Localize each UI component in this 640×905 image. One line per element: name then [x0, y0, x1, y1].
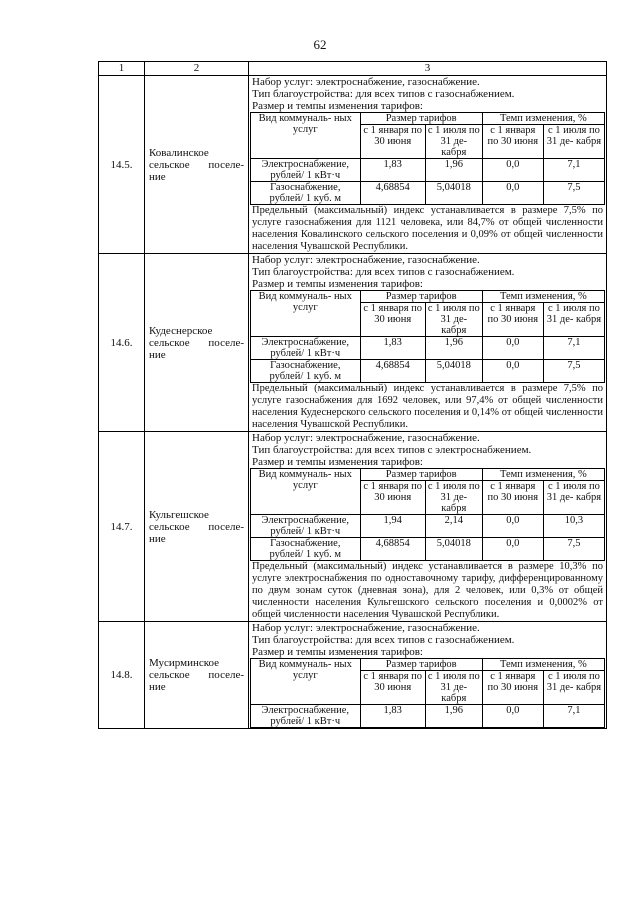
column-header-3: 3 — [249, 62, 607, 76]
rate-jul-value: 7,5 — [543, 538, 604, 561]
column-header-2: 2 — [145, 62, 249, 76]
rate-jul-value: 7,5 — [543, 182, 604, 205]
tariff-jul-value: 1,96 — [425, 159, 482, 182]
tariff-table — [98, 61, 607, 729]
settlement-row — [99, 432, 607, 622]
subtable-header-row — [251, 469, 605, 481]
settlement-content — [249, 432, 607, 622]
tariff-size-line: Размер и темпы изменения тарифов: — [252, 646, 423, 658]
max-index-note: Предельный (максимальный) индекс устанавливается в размере 7,5% по услуге газоснабжения для 1692 человек, или 97,4% от общей численности населения Кудеснерского сельского поселения и 0,14% от общей численности населения Чувашской Республики. — [252, 383, 603, 430]
period-jan-header: с 1 января по 30 июня — [360, 671, 425, 705]
subtable-header-row — [251, 659, 605, 671]
tariff-jul-value: 1,96 — [425, 705, 482, 728]
period-jul-header: с 1 июля по 31 де- кабря — [543, 671, 604, 705]
settlement-content — [249, 622, 607, 729]
service-name: Электроснабжение, рублей/ 1 кВт·ч — [251, 705, 361, 728]
service-name: Газоснабжение, рублей/ 1 куб. м — [251, 182, 361, 205]
period-jul-header: с 1 июля по 31 де- кабря — [543, 303, 604, 337]
tariff-size-header: Размер тарифов — [360, 469, 482, 481]
tariff-subtable — [250, 290, 605, 383]
improvement-type-line: Тип благоустройства: для всех типов с электроснабжением. — [252, 444, 532, 456]
period-jan-header: с 1 января по 30 июня — [482, 125, 543, 159]
tariff-jan-value: 1,94 — [360, 515, 425, 538]
tariff-size-line: Размер и темпы изменения тарифов: — [252, 456, 423, 468]
services-line: Набор услуг: электроснабжение, газоснабжение. — [252, 254, 480, 266]
tariff-jan-value: 4,68854 — [360, 360, 425, 383]
service-type-header: Вид коммуналь- ных услуг — [251, 469, 361, 515]
tariff-subtable — [250, 468, 605, 561]
page-number: 62 — [313, 37, 327, 52]
service-name: Газоснабжение, рублей/ 1 куб. м — [251, 538, 361, 561]
service-row — [251, 705, 605, 728]
rate-jan-value: 0,0 — [482, 159, 543, 182]
service-name: Электроснабжение, рублей/ 1 кВт·ч — [251, 515, 361, 538]
settlement-row — [99, 622, 607, 729]
rate-jul-value: 7,1 — [543, 705, 604, 728]
tariff-jul-value: 5,04018 — [425, 538, 482, 561]
max-index-note: Предельный (максимальный) индекс устанавливается в размере 7,5% по услуге газоснабжения для 1121 человека, или 84,7% от общей численности населения Ковалинского сельского поселения и 0,09% от общей численности населения Чувашской Республики. — [252, 205, 603, 252]
settlement-content — [249, 254, 607, 432]
tariff-jul-value: 2,14 — [425, 515, 482, 538]
service-row — [251, 182, 605, 205]
rate-jan-value: 0,0 — [482, 538, 543, 561]
service-row — [251, 337, 605, 360]
service-row — [251, 515, 605, 538]
settlement-content — [249, 76, 607, 254]
change-rate-header: Темп изменения, % — [482, 659, 604, 671]
service-row — [251, 159, 605, 182]
services-line: Набор услуг: электроснабжение, газоснабжение. — [252, 76, 480, 88]
column-header-row — [99, 62, 607, 76]
rate-jan-value: 0,0 — [482, 360, 543, 383]
tariff-jan-value: 4,68854 — [360, 538, 425, 561]
period-jan-header: с 1 января по 30 июня — [360, 303, 425, 337]
tariff-jul-value: 1,96 — [425, 337, 482, 360]
rate-jul-value: 7,1 — [543, 159, 604, 182]
rate-jul-value: 7,5 — [543, 360, 604, 383]
service-type-header: Вид коммуналь- ных услуг — [251, 113, 361, 159]
period-jan-header: с 1 января по 30 июня — [360, 125, 425, 159]
rate-jul-value: 7,1 — [543, 337, 604, 360]
tariff-jul-value: 5,04018 — [425, 360, 482, 383]
settlement-name: Кудеснерское сельское поселе- ние — [145, 254, 249, 432]
service-name: Газоснабжение, рублей/ 1 куб. м — [251, 360, 361, 383]
tariff-size-header: Размер тарифов — [360, 113, 482, 125]
period-jan-header: с 1 января по 30 июня — [482, 481, 543, 515]
improvement-type-line: Тип благоустройства: для всех типов с газоснабжением. — [252, 266, 515, 278]
change-rate-header: Темп изменения, % — [482, 113, 604, 125]
tariff-jan-value: 4,68854 — [360, 182, 425, 205]
period-jan-header: с 1 января по 30 июня — [482, 671, 543, 705]
tariff-subtable — [250, 658, 605, 728]
row-number: 14.5. — [99, 76, 145, 254]
tariff-size-line: Размер и темпы изменения тарифов: — [252, 278, 423, 290]
service-name: Электроснабжение, рублей/ 1 кВт·ч — [251, 337, 361, 360]
settlement-row — [99, 76, 607, 254]
rate-jul-value: 10,3 — [543, 515, 604, 538]
column-header-1: 1 — [99, 62, 145, 76]
period-jul-header: с 1 июля по 31 де- кабря — [425, 125, 482, 159]
rate-jan-value: 0,0 — [482, 182, 543, 205]
period-jul-header: с 1 июля по 31 де- кабря — [425, 303, 482, 337]
period-jan-header: с 1 января по 30 июня — [482, 303, 543, 337]
settlement-row — [99, 254, 607, 432]
row-number: 14.8. — [99, 622, 145, 729]
tariff-jan-value: 1,83 — [360, 337, 425, 360]
tariff-size-header: Размер тарифов — [360, 291, 482, 303]
subtable-header-row — [251, 113, 605, 125]
rate-jan-value: 0,0 — [482, 515, 543, 538]
settlement-name: Мусирминское сельское поселе- ние — [145, 622, 249, 729]
row-number: 14.6. — [99, 254, 145, 432]
tariff-size-header: Размер тарифов — [360, 659, 482, 671]
tariff-jul-value: 5,04018 — [425, 182, 482, 205]
rate-jan-value: 0,0 — [482, 337, 543, 360]
tariff-jan-value: 1,83 — [360, 159, 425, 182]
services-line: Набор услуг: электроснабжение, газоснабжение. — [252, 432, 480, 444]
period-jan-header: с 1 января по 30 июня — [360, 481, 425, 515]
service-row — [251, 360, 605, 383]
period-jul-header: с 1 июля по 31 де- кабря — [543, 481, 604, 515]
rate-jan-value: 0,0 — [482, 705, 543, 728]
row-number: 14.7. — [99, 432, 145, 622]
max-index-note: Предельный (максимальный) индекс устанавливается в размере 10,3% по услуге электроснабжения по одноставочному тарифу, дифференцированному по двум зонам суток (дневная зона), для 2 человек, или 0,3% от общей численности населения Кульгешского сельского поселения и 0,0002% от общей численности населения Чувашской Республики. — [252, 561, 603, 620]
service-name: Электроснабжение, рублей/ 1 кВт·ч — [251, 159, 361, 182]
tariff-size-line: Размер и темпы изменения тарифов: — [252, 100, 423, 112]
period-jul-header: с 1 июля по 31 де- кабря — [425, 671, 482, 705]
settlement-name: Ковалинское сельское поселе- ние — [145, 76, 249, 254]
subtable-header-row — [251, 291, 605, 303]
improvement-type-line: Тип благоустройства: для всех типов с газоснабжением. — [252, 634, 515, 646]
service-row — [251, 538, 605, 561]
service-type-header: Вид коммуналь- ных услуг — [251, 659, 361, 705]
settlement-name: Кульгешское сельское поселе- ние — [145, 432, 249, 622]
service-type-header: Вид коммуналь- ных услуг — [251, 291, 361, 337]
services-line: Набор услуг: электроснабжение, газоснабжение. — [252, 622, 480, 634]
tariff-jan-value: 1,83 — [360, 705, 425, 728]
change-rate-header: Темп изменения, % — [482, 291, 604, 303]
change-rate-header: Темп изменения, % — [482, 469, 604, 481]
period-jul-header: с 1 июля по 31 де- кабря — [425, 481, 482, 515]
period-jul-header: с 1 июля по 31 де- кабря — [543, 125, 604, 159]
tariff-subtable — [250, 112, 605, 205]
improvement-type-line: Тип благоустройства: для всех типов с газоснабжением. — [252, 88, 515, 100]
